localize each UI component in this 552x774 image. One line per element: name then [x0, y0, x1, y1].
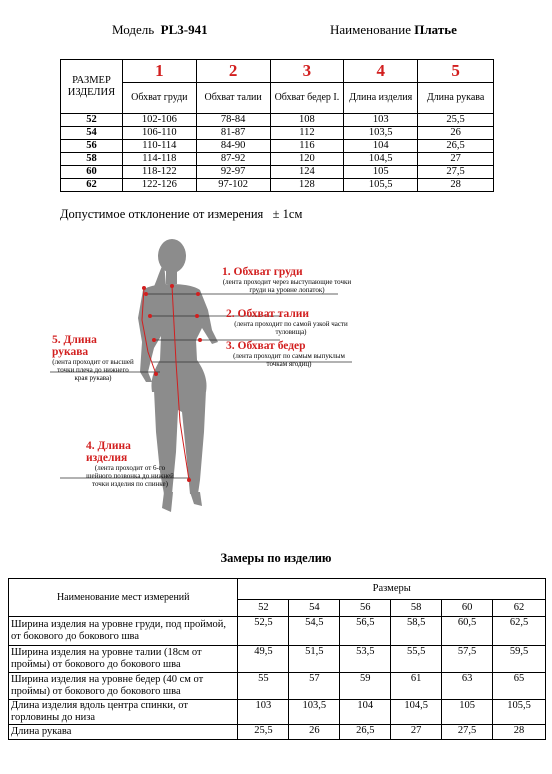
measure-table	[8, 578, 546, 740]
measure-value: 27,5	[442, 725, 493, 740]
column-header: Длина рукава	[418, 83, 494, 114]
measure-value: 61	[391, 673, 442, 700]
label-hips-note: (лента проходит по самым выпуклым точкам ягодиц)	[233, 352, 345, 368]
measure-cell: 116	[270, 140, 344, 153]
measure-cell: 118-122	[122, 166, 196, 179]
size-row	[61, 140, 494, 153]
measure-value: 103	[238, 700, 289, 725]
size-row	[61, 179, 494, 192]
column-number: 5	[418, 60, 494, 83]
measure-cell: 108	[270, 114, 344, 127]
measure-row	[9, 700, 546, 725]
tolerance-note: Допустимое отклонение от измерения ± 1см	[60, 207, 303, 221]
measure-cell: 26	[418, 127, 494, 140]
size-cell: 54	[61, 127, 123, 140]
label-hips	[226, 340, 352, 368]
column-number: 3	[270, 60, 344, 83]
measure-value: 49,5	[238, 646, 289, 673]
size-cell: 52	[61, 114, 123, 127]
label-length-title: 4. Длина изделия	[86, 440, 131, 464]
measure-name: Длина изделия вдоль центра спинки, от горловины до низа	[9, 700, 238, 725]
measure-cell: 106-110	[122, 127, 196, 140]
measure-cell: 114-118	[122, 153, 196, 166]
sizes-header: Размеры	[238, 579, 546, 600]
measure-value: 53,5	[340, 646, 391, 673]
measure-cell: 28	[418, 179, 494, 192]
size-column-header: 56	[340, 600, 391, 617]
measure-value: 58,5	[391, 617, 442, 646]
measure-row	[9, 725, 546, 740]
measure-name: Ширина изделия на уровне груди, под проймой, от бокового до бокового шва	[9, 617, 238, 646]
measure-value: 51,5	[289, 646, 340, 673]
model-value: PL3-941	[160, 22, 208, 37]
size-column-header: 62	[493, 600, 546, 617]
measure-value: 28	[493, 725, 546, 740]
measure-name: Ширина изделия на уровне талии (18см от проймы) от бокового до бокового шва	[9, 646, 238, 673]
measure-value: 57	[289, 673, 340, 700]
measure-name: Ширина изделия на уровне бедер (40 см от проймы) от бокового до бокового шва	[9, 673, 238, 700]
measure-cell: 112	[270, 127, 344, 140]
measure-cell: 27,5	[418, 166, 494, 179]
measure-value: 54,5	[289, 617, 340, 646]
label-chest-title: 1. Обхват груди	[222, 266, 303, 278]
size-row	[61, 127, 494, 140]
measure-value: 27	[391, 725, 442, 740]
label-sleeve-title: 5. Длина рукава	[52, 334, 97, 358]
measure-value: 103,5	[289, 700, 340, 725]
measure-cell: 104	[344, 140, 418, 153]
label-waist	[226, 308, 356, 336]
measure-value: 55	[238, 673, 289, 700]
label-hips-title: 3. Обхват бедер	[226, 340, 306, 352]
size-cell: 62	[61, 179, 123, 192]
measure-cell: 103	[344, 114, 418, 127]
measure-cell: 120	[270, 153, 344, 166]
measure-value: 104	[340, 700, 391, 725]
measure-value: 104,5	[391, 700, 442, 725]
measure-name: Длина рукава	[9, 725, 238, 740]
column-header: Длина изделия	[344, 83, 418, 114]
measure-table-title: Замеры по изделию	[220, 551, 332, 565]
model-label: Модель	[112, 22, 155, 37]
size-column-header: 52	[238, 600, 289, 617]
label-length-note: (лента проходит от 6-го шейного позвонка до нижней точки изделия по спинке)	[86, 464, 174, 488]
label-length	[86, 440, 174, 488]
size-cell: 60	[61, 166, 123, 179]
measure-cell: 105,5	[344, 179, 418, 192]
name-label: Наименование	[330, 22, 411, 37]
label-sleeve	[52, 334, 134, 382]
measure-cell: 122-126	[122, 179, 196, 192]
name-line	[330, 22, 457, 38]
column-number: 4	[344, 60, 418, 83]
measure-row	[9, 673, 546, 700]
measure-row	[9, 646, 546, 673]
measure-value: 55,5	[391, 646, 442, 673]
size-row	[61, 166, 494, 179]
measure-value: 63	[442, 673, 493, 700]
measure-cell: 128	[270, 179, 344, 192]
measure-cell: 105	[344, 166, 418, 179]
model-line	[112, 22, 208, 38]
measure-value: 62,5	[493, 617, 546, 646]
size-row	[61, 114, 494, 127]
size-cell: 56	[61, 140, 123, 153]
measure-cell: 84-90	[196, 140, 270, 153]
measure-value: 26,5	[340, 725, 391, 740]
label-chest	[222, 266, 352, 294]
measure-value: 59	[340, 673, 391, 700]
column-header: Обхват талии	[196, 83, 270, 114]
label-waist-title: 2. Обхват талии	[226, 308, 310, 320]
measure-cell: 78-84	[196, 114, 270, 127]
measure-value: 65	[493, 673, 546, 700]
label-sleeve-note: (лента проходит от высшей точки плеча до нижнего края рукава)	[52, 358, 134, 382]
name-value: Платье	[414, 22, 457, 37]
column-header: Обхват бедер I.	[270, 83, 344, 114]
measure-cell: 97-102	[196, 179, 270, 192]
measure-value: 57,5	[442, 646, 493, 673]
size-table	[60, 59, 494, 192]
measure-cell: 124	[270, 166, 344, 179]
size-column-header: 54	[289, 600, 340, 617]
measure-value: 105	[442, 700, 493, 725]
measure-cell: 104,5	[344, 153, 418, 166]
measure-cell: 102-106	[122, 114, 196, 127]
measure-cell: 27	[418, 153, 494, 166]
size-corner-header: РАЗМЕР ИЗДЕЛИЯ	[61, 60, 123, 114]
measure-cell: 81-87	[196, 127, 270, 140]
measure-cell: 87-92	[196, 153, 270, 166]
size-row	[61, 153, 494, 166]
size-column-header: 58	[391, 600, 442, 617]
measure-cell: 92-97	[196, 166, 270, 179]
measure-value: 25,5	[238, 725, 289, 740]
measure-cell: 103,5	[344, 127, 418, 140]
label-chest-note: (лента проходит через выступающие точки груди на уровне лопаток)	[222, 278, 352, 294]
column-number: 2	[196, 60, 270, 83]
measure-value: 59,5	[493, 646, 546, 673]
label-waist-note: (лента проходит по самой узкой части туловища)	[234, 320, 348, 336]
measure-row	[9, 617, 546, 646]
measure-cell: 110-114	[122, 140, 196, 153]
measure-value: 26	[289, 725, 340, 740]
column-header: Обхват груди	[122, 83, 196, 114]
measure-value: 56,5	[340, 617, 391, 646]
measure-value: 60,5	[442, 617, 493, 646]
measure-value: 105,5	[493, 700, 546, 725]
size-cell: 58	[61, 153, 123, 166]
column-number: 1	[122, 60, 196, 83]
measure-name-header: Наименование мест измерений	[9, 579, 238, 617]
measure-value: 52,5	[238, 617, 289, 646]
measure-cell: 25,5	[418, 114, 494, 127]
measure-cell: 26,5	[418, 140, 494, 153]
size-column-header: 60	[442, 600, 493, 617]
